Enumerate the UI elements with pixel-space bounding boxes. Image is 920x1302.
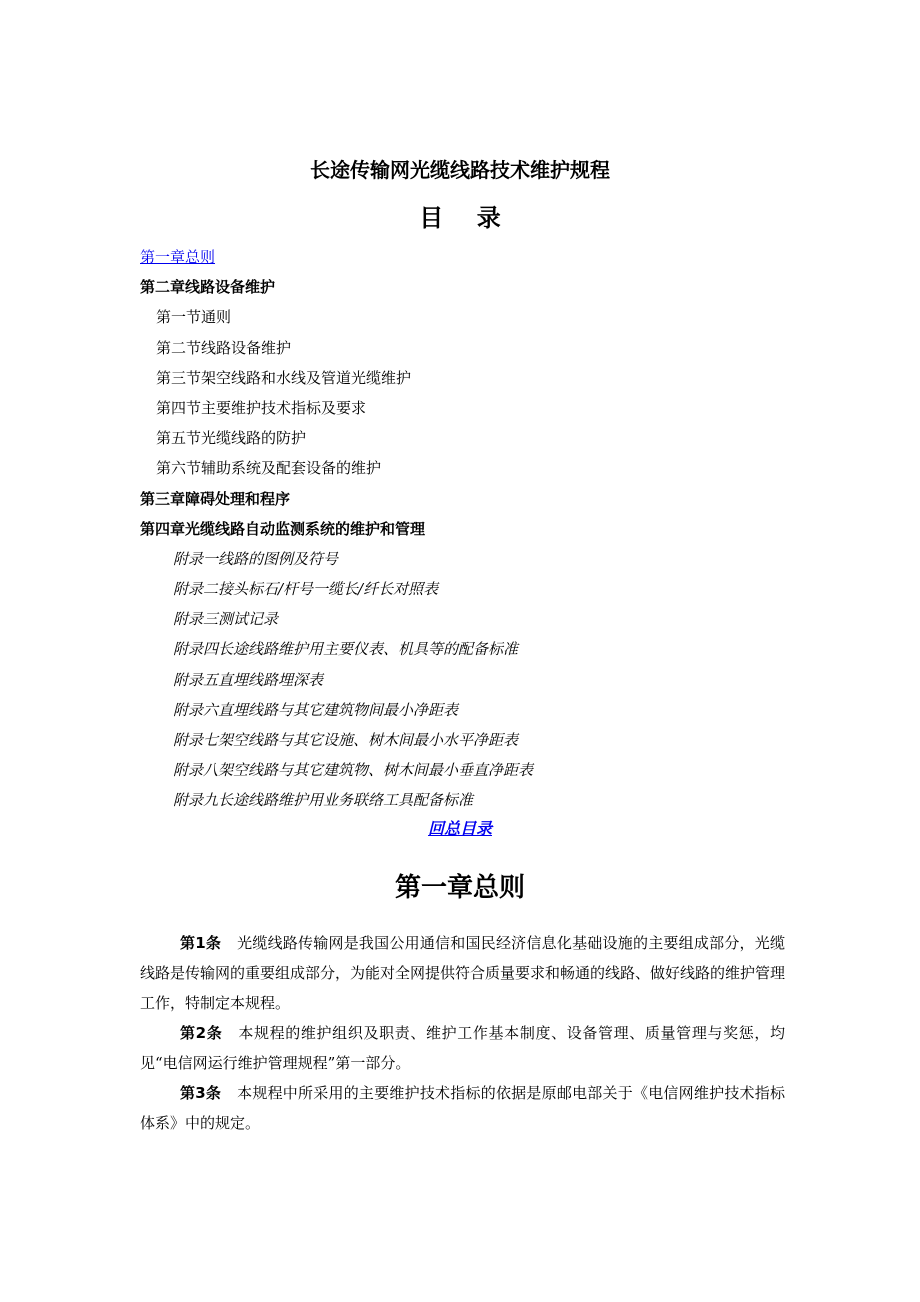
toc-item-section: 第二节线路设备维护 xyxy=(156,338,292,357)
toc-item-appendix: 附录七架空线路与其它设施、树木间最小水平净距表 xyxy=(173,731,519,749)
article-number: 第1条 xyxy=(180,934,222,952)
toc-item-appendix: 附录五直埋线路埋深表 xyxy=(173,670,324,689)
toc-item-appendix: 附录三测试记录 xyxy=(173,610,279,629)
table-of-contents xyxy=(140,242,820,816)
toc-item-appendix: 附录二接头标石/杆号一缆长/纤长对照表 xyxy=(173,580,439,599)
toc-item-section: 第一节通则 xyxy=(156,308,232,327)
toc-item-chapter-3: 第三章障碍处理和程序 xyxy=(140,489,291,508)
article-text: 本规程的维护组织及职责、维护工作基本制度、设备管理、质量管理与奖惩，均见“电信网运行维护管理规程”第一部分。 xyxy=(140,1024,786,1072)
toc-item-appendix: 附录四长途线路维护用主要仪表、机具等的配备标准 xyxy=(173,640,519,659)
article-number: 第2条 xyxy=(180,1024,223,1042)
article xyxy=(140,1018,785,1078)
toc-item-appendix: 附录九长途线路维护用业务联络工具配备标准 xyxy=(173,791,474,810)
article-text: 光缆线路传输网是我国公用通信和国民经济信息化基础设施的主要组成部分，光缆线路是传输网的重要组成部分，为能对全网提供符合质量要求和畅通的线路、做好线路的维护管理工作，特制定本规程。 xyxy=(140,934,786,1012)
toc-item-appendix: 附录八架空线路与其它建筑物、树木间最小垂直净距表 xyxy=(173,761,534,780)
article xyxy=(140,928,785,1018)
toc-item-section: 第三节架空线路和水线及管道光缆维护 xyxy=(156,368,412,387)
toc-item-appendix: 附录六直埋线路与其它建筑物间最小净距表 xyxy=(173,700,459,719)
toc-item-section: 第四节主要维护技术指标及要求 xyxy=(156,398,367,417)
toc-heading: 目 录 xyxy=(419,203,501,232)
toc-item-section: 第六节辅助系统及配套设备的维护 xyxy=(156,459,382,478)
document-title: 长途传输网光缆线路技术维护规程 xyxy=(310,158,610,182)
chapter-title: 第一章总则 xyxy=(394,873,525,903)
toc-item-chapter-1-link[interactable]: 第一章总则 xyxy=(140,248,216,266)
chapter-body xyxy=(140,928,785,1138)
article-number: 第3条 xyxy=(180,1084,222,1102)
article-text: 本规程中所采用的主要维护技术指标的依据是原邮电部关于《电信网维护技术指标体系》中的规定。 xyxy=(140,1084,786,1132)
toc-item-chapter-4: 第四章光缆线路自动监测系统的维护和管理 xyxy=(140,519,426,538)
toc-item-appendix: 附录一线路的图例及符号 xyxy=(173,549,339,568)
toc-item-chapter-2: 第二章线路设备维护 xyxy=(140,278,276,297)
article xyxy=(140,1078,785,1138)
toc-item-section: 第五节光缆线路的防护 xyxy=(156,429,307,448)
back-to-toc-link[interactable]: 回总目录 xyxy=(427,819,492,838)
